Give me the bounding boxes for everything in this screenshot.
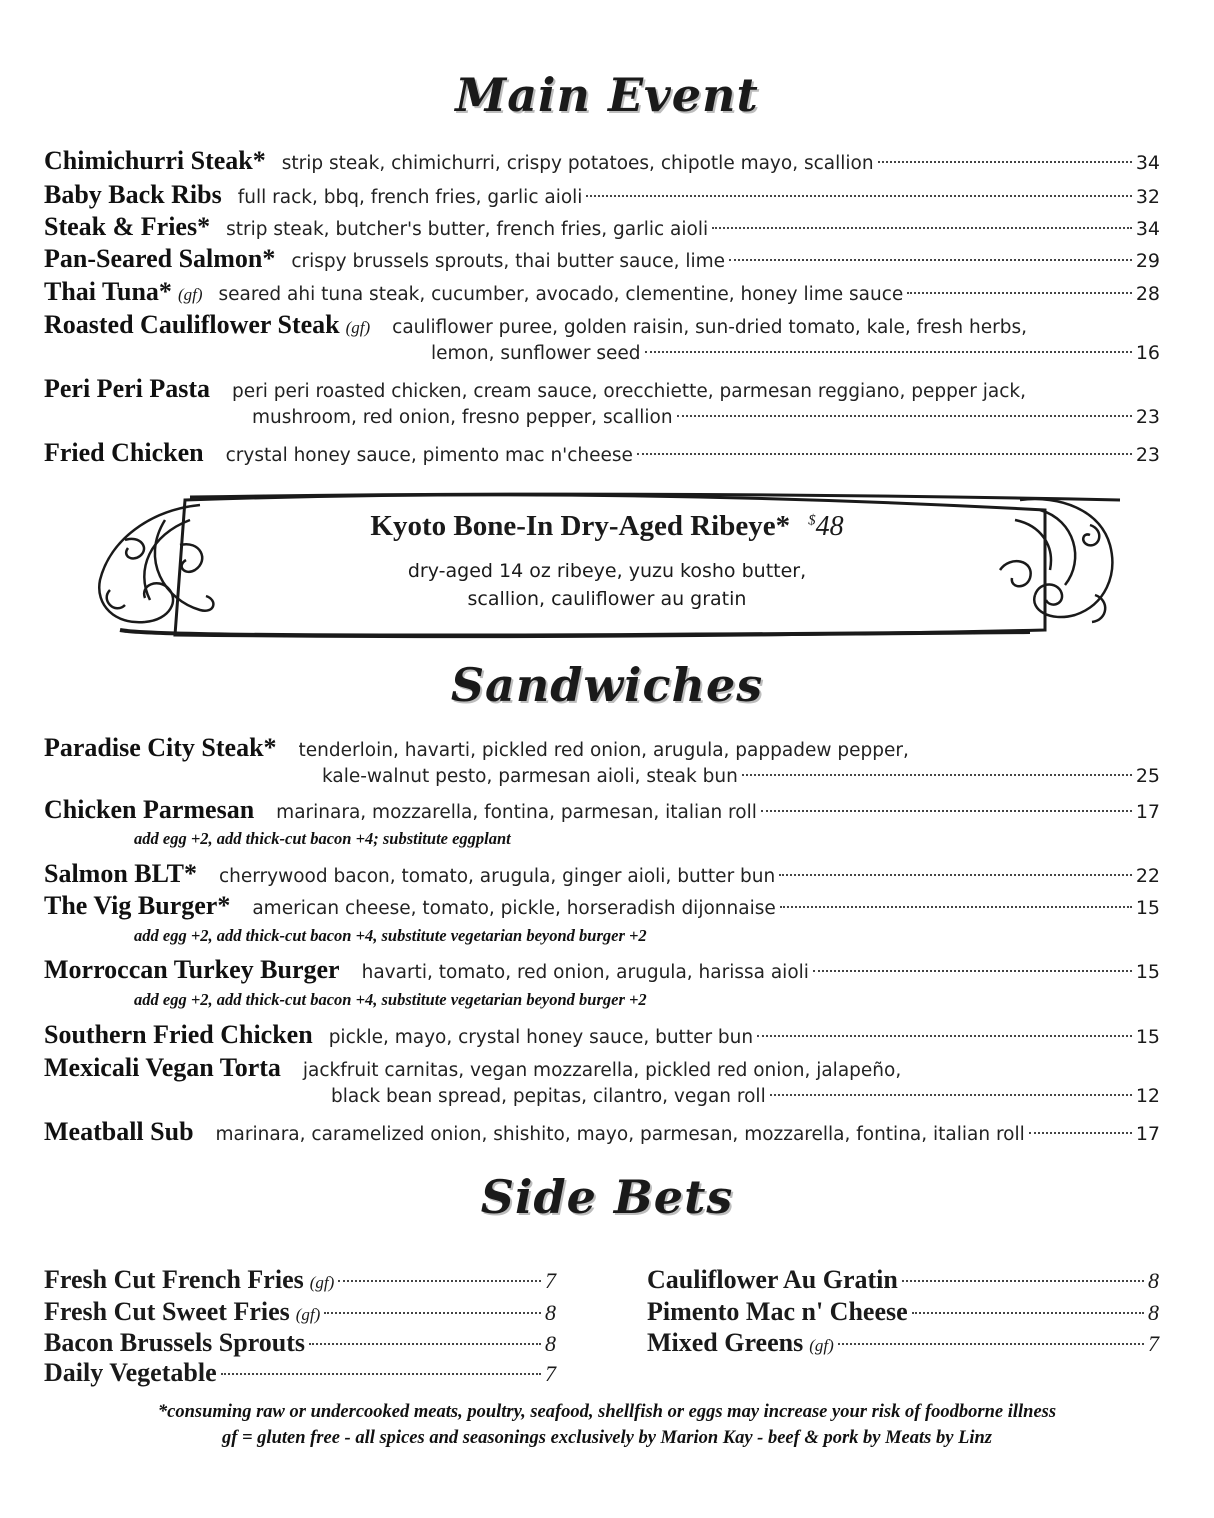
item-price: 25 — [1135, 765, 1160, 787]
item-description: peri peri roasted chicken, cream sauce, orecchiette, parmesan reggiano, pepper jack, — [232, 381, 1026, 402]
main-event-title: Main Event — [455, 68, 759, 122]
item-price: 34 — [1135, 152, 1160, 174]
gluten-free-tag: (gf) — [309, 1273, 335, 1292]
item-description: jackfruit carnitas, vegan mozzarella, pickled red onion, jalapeño, — [302, 1060, 902, 1081]
item-add-on-note: add egg +2, add thick-cut bacon +4, substitute vegetarian beyond burger +2 — [134, 990, 647, 1009]
item-add-on-note: add egg +2, add thick-cut bacon +4; substitute eggplant — [134, 829, 511, 848]
item-price: 8 — [545, 1300, 556, 1325]
item-name: The Vig Burger* — [44, 891, 231, 920]
side-item — [44, 1358, 556, 1390]
item-price: 15 — [1135, 1026, 1160, 1048]
item-name: Mexicali Vegan Torta — [44, 1053, 281, 1082]
item-name: Chicken Parmesan — [44, 795, 255, 824]
item-name: Baby Back Ribs — [44, 180, 222, 209]
side-item — [647, 1328, 1159, 1360]
leader-dots — [780, 905, 1132, 908]
item-price: 8 — [545, 1331, 556, 1356]
item-description-continued: kale-walnut pesto, parmesan aioli, steak bun — [322, 766, 738, 787]
item-name: Mixed Greens — [647, 1328, 804, 1357]
menu-item — [44, 1117, 1160, 1149]
item-description: havarti, tomato, red onion, arugula, harissa aioli — [361, 962, 809, 983]
item-price: 16 — [1135, 342, 1160, 364]
item-description: cherrywood bacon, tomato, arugula, ginger aioli, butter bun — [218, 866, 776, 887]
item-description: pickle, mayo, crystal honey sauce, butter bun — [328, 1027, 754, 1048]
item-description: marinara, mozzarella, fontina, parmesan, italian roll — [276, 802, 757, 823]
item-price: 17 — [1135, 1123, 1160, 1145]
item-price: 7 — [545, 1361, 556, 1386]
featured-item-description-line1: dry-aged 14 oz ribeye, yuzu kosho butter, — [407, 560, 807, 582]
leader-dots — [779, 873, 1132, 876]
side-item — [44, 1265, 556, 1297]
item-description: tenderloin, havarti, pickled red onion, arugula, pappadew pepper, — [298, 740, 909, 761]
item-description: crispy brussels sprouts, thai butter sauce, lime — [291, 251, 726, 272]
side-bets-title: Side Bets — [480, 1170, 734, 1224]
item-description: crystal honey sauce, pimento mac n'cheese — [225, 445, 633, 466]
gluten-free-tag: (gf) — [177, 285, 203, 304]
leader-dots — [770, 1093, 1132, 1096]
item-name: Morroccan Turkey Burger — [44, 955, 340, 984]
item-price: 17 — [1135, 801, 1160, 823]
item-name: Roasted Cauliflower Steak — [44, 310, 340, 339]
item-name: Peri Peri Pasta — [44, 374, 211, 403]
leader-dots — [324, 1311, 541, 1314]
item-description-continued: mushroom, red onion, fresno pepper, scallion — [252, 407, 673, 428]
gluten-free-tag: (gf) — [809, 1336, 834, 1355]
item-description: full rack, bbq, french fries, garlic aioli — [237, 187, 583, 208]
leader-dots — [757, 1034, 1132, 1037]
item-name: Thai Tuna* — [44, 277, 172, 306]
leader-dots — [309, 1342, 541, 1345]
item-name: Southern Fried Chicken — [44, 1020, 313, 1049]
menu-item — [44, 955, 1160, 987]
item-price: 15 — [1135, 897, 1160, 919]
item-price: 28 — [1135, 283, 1160, 305]
item-price: 8 — [1148, 1268, 1159, 1293]
item-price: 29 — [1135, 250, 1160, 272]
sandwiches-title: Sandwiches — [450, 658, 764, 712]
item-description: cauliflower puree, golden raisin, sun-dried tomato, kale, fresh herbs, — [392, 317, 1027, 338]
item-price: 7 — [545, 1268, 556, 1293]
item-description: seared ahi tuna steak, cucumber, avocado, clementine, honey lime sauce — [218, 284, 904, 305]
menu-item-continued — [44, 765, 1160, 797]
item-name: Meatball Sub — [44, 1117, 194, 1146]
item-price: 8 — [1148, 1300, 1159, 1325]
item-name: Chimichurri Steak* — [44, 146, 266, 175]
item-description: strip steak, chimichurri, crispy potatoes, chipotle mayo, scallion — [281, 153, 874, 174]
item-price: 22 — [1135, 865, 1160, 887]
side-item — [647, 1297, 1159, 1329]
leader-dots — [902, 1279, 1144, 1282]
item-name: Fried Chicken — [44, 438, 204, 467]
leader-dots — [838, 1342, 1144, 1345]
menu-item-continued — [44, 1085, 1160, 1117]
item-name: Fresh Cut French Fries — [44, 1265, 304, 1294]
item-description-continued: lemon, sunflower seed — [431, 343, 641, 364]
menu-item — [44, 795, 1160, 827]
gluten-free-tag: (gf) — [295, 1305, 321, 1324]
menu-item — [44, 859, 1160, 891]
item-price: 12 — [1135, 1085, 1160, 1107]
menu-item — [44, 1020, 1160, 1052]
item-description: marinara, caramelized onion, shishito, mayo, parmesan, mozzarella, fontina, italian roll — [215, 1124, 1025, 1145]
item-add-on-note: add egg +2, add thick-cut bacon +4, substitute vegetarian beyond burger +2 — [134, 926, 647, 945]
item-name: Bacon Brussels Sprouts — [44, 1328, 306, 1357]
item-name: Fresh Cut Sweet Fries — [44, 1297, 290, 1326]
item-name: Paradise City Steak* — [44, 733, 277, 762]
menu-item — [44, 1053, 1160, 1085]
item-description: strip steak, butcher's butter, french fries, garlic aioli — [226, 219, 709, 240]
item-description: american cheese, tomato, pickle, horseradish dijonnaise — [252, 898, 776, 919]
leader-dots — [338, 1279, 541, 1282]
featured-item-name: Kyoto Bone-In Dry-Aged Ribeye* $48 — [370, 510, 844, 542]
side-item — [647, 1265, 1159, 1297]
featured-item-price: $48 — [808, 511, 844, 542]
item-price: 34 — [1135, 218, 1160, 240]
item-description-continued: black bean spread, pepitas, cilantro, vegan roll — [331, 1086, 766, 1107]
side-item — [44, 1328, 556, 1360]
item-name: Salmon BLT* — [44, 859, 197, 888]
item-price: 7 — [1148, 1331, 1159, 1356]
featured-item-description-line2: scallion, cauliflower au gratin — [467, 588, 747, 610]
leader-dots — [912, 1311, 1144, 1314]
item-price: 15 — [1135, 961, 1160, 983]
item-name: Pimento Mac n' Cheese — [647, 1297, 908, 1326]
item-price: 23 — [1135, 406, 1160, 428]
leader-dots — [761, 809, 1132, 812]
item-price: 23 — [1135, 444, 1160, 466]
side-item — [44, 1297, 556, 1329]
menu-item — [44, 891, 1160, 923]
gluten-free-tag: (gf) — [345, 318, 371, 337]
menu-item — [44, 733, 1160, 765]
item-name: Daily Vegetable — [44, 1358, 217, 1387]
leader-dots — [1029, 1131, 1132, 1134]
item-name: Pan-Seared Salmon* — [44, 244, 276, 273]
footer-disclaimer: *consuming raw or undercooked meats, poultry, seafood, shellfish or eggs may increase your risk of foodborne illness — [157, 1402, 1057, 1422]
item-name: Steak & Fries* — [44, 212, 211, 241]
item-name: Cauliflower Au Gratin — [647, 1265, 898, 1294]
leader-dots — [742, 773, 1132, 776]
leader-dots — [221, 1372, 541, 1375]
leader-dots — [813, 969, 1132, 972]
footer-credits: gf = gluten free - all spices and seasonings exclusively by Marion Kay - beef & pork by Meats by Linz — [221, 1428, 992, 1448]
item-price: 32 — [1135, 186, 1160, 208]
